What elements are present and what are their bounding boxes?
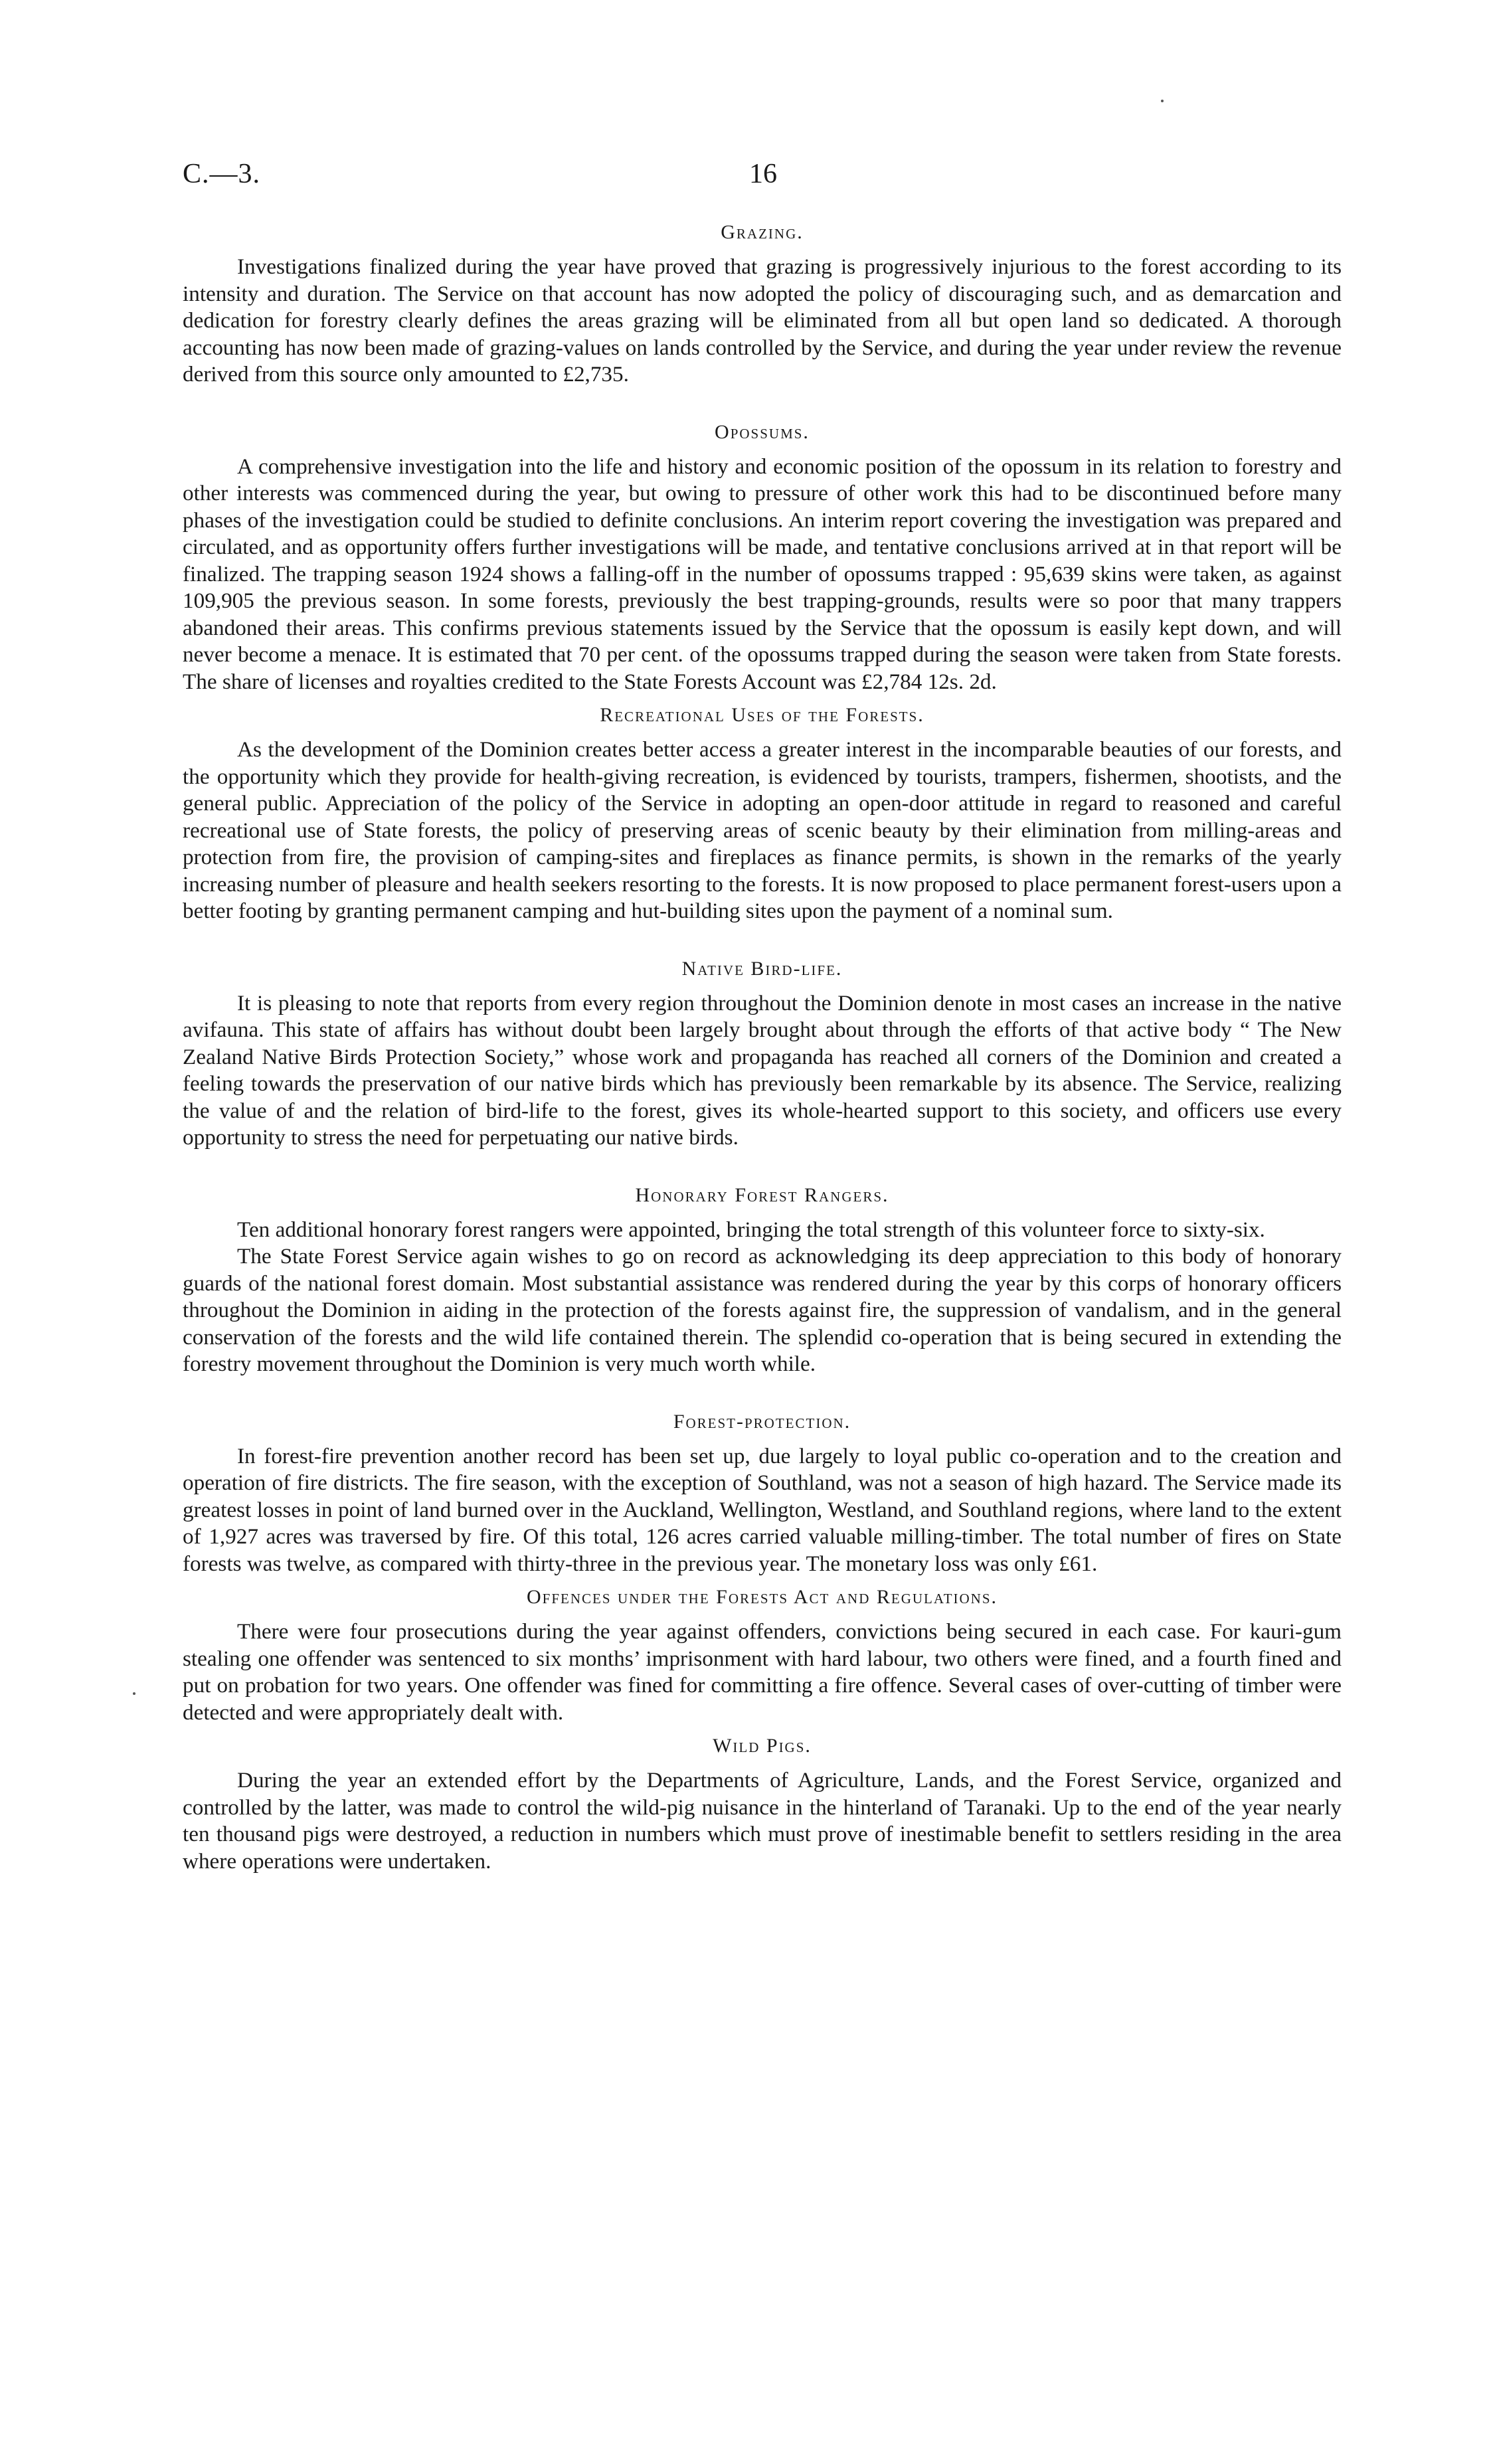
section-heading: Wild Pigs.	[713, 1735, 812, 1757]
section-heading: Grazing.	[721, 221, 804, 243]
section-heading: Honorary Forest Rangers.	[635, 1184, 889, 1206]
section-heading: Opossums.	[715, 420, 810, 443]
section-heading: Native Bird-life.	[681, 957, 843, 980]
section-wild-pigs	[183, 1733, 1342, 1875]
section-paragraph: As the development of the Dominion creates better access a greater interest in the incomparable beauties of our forests, and the opportunity which they provide for health-giving recreation, is evidenced by tourists, trampers, fishermen, shootists, and the general public. Appreciation of the policy of the Service in adopting an open-door attitude in regard to reasoned and careful recreational use of State forests, the policy of preserving areas of scenic beauty by their elimination from milling-areas and protection from fire, the provision of camping-sites and fireplaces as finance permits, is shown in the remarks of the yearly increasing number of pleasure and health seekers resorting to the forests. It is now proposed to place permanent forest-users upon a better footing by granting permanent camping and hut-building sites upon the payment of a nominal sum.	[183, 737, 1342, 923]
section-offences	[183, 1584, 1342, 1726]
section-heading: Offences under the Forests Act and Regulations.	[526, 1586, 998, 1608]
section-native-bird-life	[183, 956, 1342, 1152]
section-opossums	[183, 419, 1342, 696]
section-paragraph: A comprehensive investigation into the life and history and economic position of the opossum in its relation to forestry and other interests was commenced during the year, but owing to pressure of other work this had to be discontinued before many phases of the investigation could be studied to definite conclusions. An interim report covering the investigation was prepared and circulated, and as opportunity offers further investigations will be made, and tentative conclusions arrived at in that report will be finalized. The trapping season 1924 shows a falling-off in the number of opossums trapped : 95,639 skins were taken, as against 109,905 the previous season. In some forests, previously the best trapping-grounds, results were so poor that many trappers abandoned their areas. This confirms previous statements issued by the Service that the opossum is easily kept down, and will never become a menace. It is estimated that 70 per cent. of the opossums trapped during the season were taken from State forests. The share of licenses and royalties credited to the State Forests Account was £2,784 12s. 2d.	[183, 454, 1342, 694]
section-grazing	[183, 219, 1342, 389]
section-paragraph: There were four prosecutions during the year against offenders, convictions being secured in each case. For kauri-gum stealing one offender was sentenced to six months’ imprisonment with hard labour, two others were fined, and a fourth fined and put on probation for two years. One offender was fined for committing a fire offence. Several cases of over-cutting of timber were detected and were appropriately dealt with.	[183, 1619, 1342, 1725]
section-paragraph: During the year an extended effort by the Departments of Agriculture, Lands, and the Forest Service, organized and controlled by the latter, was made to control the wild-pig nuisance in the hinterland of Taranaki. Up to the end of the year nearly ten thousand pigs were destroyed, a reduction in numbers which must prove of inestimable benefit to settlers residing in the area where operations were undertaken.	[183, 1768, 1342, 1874]
section-paragraph: The State Forest Service again wishes to go on record as acknowledging its deep appreciation to this body of honorary guards of the national forest domain. Most substantial assistance was rendered during the year by this corps of honorary officers throughout the Dominion in aiding in the protection of the forests against fire, the suppression of vandalism, and in the general conservation of the forests and the wild life contained therein. The splendid co-operation that is being secured in extending the forestry movement throughout the Dominion is very much worth while.	[183, 1244, 1342, 1376]
page-number: 16	[749, 159, 777, 189]
page-content	[183, 219, 1342, 1875]
section-paragraph: In forest-fire prevention another record has been set up, due largely to loyal public co-operation and to the creation and operation of fire districts. The fire season, with the exception of Southland, was not a season of high hazard. The Service made its greatest losses in point of land burned over in the Auckland, Wellington, Westland, and Southland regions, where land to the extent of 1,927 acres was traversed by fire. Of this total, 126 acres carried valuable milling-timber. The total number of fires on State forests was twelve, as compared with thirty-three in the previous year. The monetary loss was only £61.	[183, 1443, 1342, 1576]
section-paragraph: Ten additional honorary forest rangers were appointed, bringing the total strength of this volunteer force to sixty-six.	[237, 1217, 1265, 1242]
section-honorary-forest-rangers	[183, 1182, 1342, 1378]
scan-speck	[133, 1692, 135, 1695]
document-reference: C.—3.	[183, 159, 261, 189]
section-paragraph: Investigations finalized during the year have proved that grazing is progressively injurious to the forest according to its intensity and duration. The Service on that account has now adopted the policy of discouraging such, and as demarcation and dedication for forestry clearly defines the areas grazing will be eliminated from all but open land so dedicated. A thorough accounting has now been made of grazing-values on lands controlled by the Service, and during the year under review the revenue derived from this source only amounted to £2,735.	[183, 254, 1342, 387]
section-forest-protection	[183, 1409, 1342, 1578]
section-heading: Forest-protection.	[673, 1410, 851, 1433]
section-heading: Recreational Uses of the Forests.	[600, 704, 924, 726]
section-recreational-uses	[183, 702, 1342, 925]
section-paragraph: It is pleasing to note that reports from every region throughout the Dominion denote in most cases an increase in the native avifauna. This state of affairs has without doubt been largely brought about through the efforts of that active body “ The New Zealand Native Birds Protection Society,” whose work and propaganda has reached all corners of the Dominion and created a feeling towards the preservation of our native birds which has previously been remarkable by its absence. The Service, realizing the value of and the relation of bird-life to the forest, gives its whole-hearted support to this society, and officers use every opportunity to stress the need for perpetuating our native birds.	[183, 990, 1342, 1150]
scan-speck	[1161, 100, 1164, 102]
